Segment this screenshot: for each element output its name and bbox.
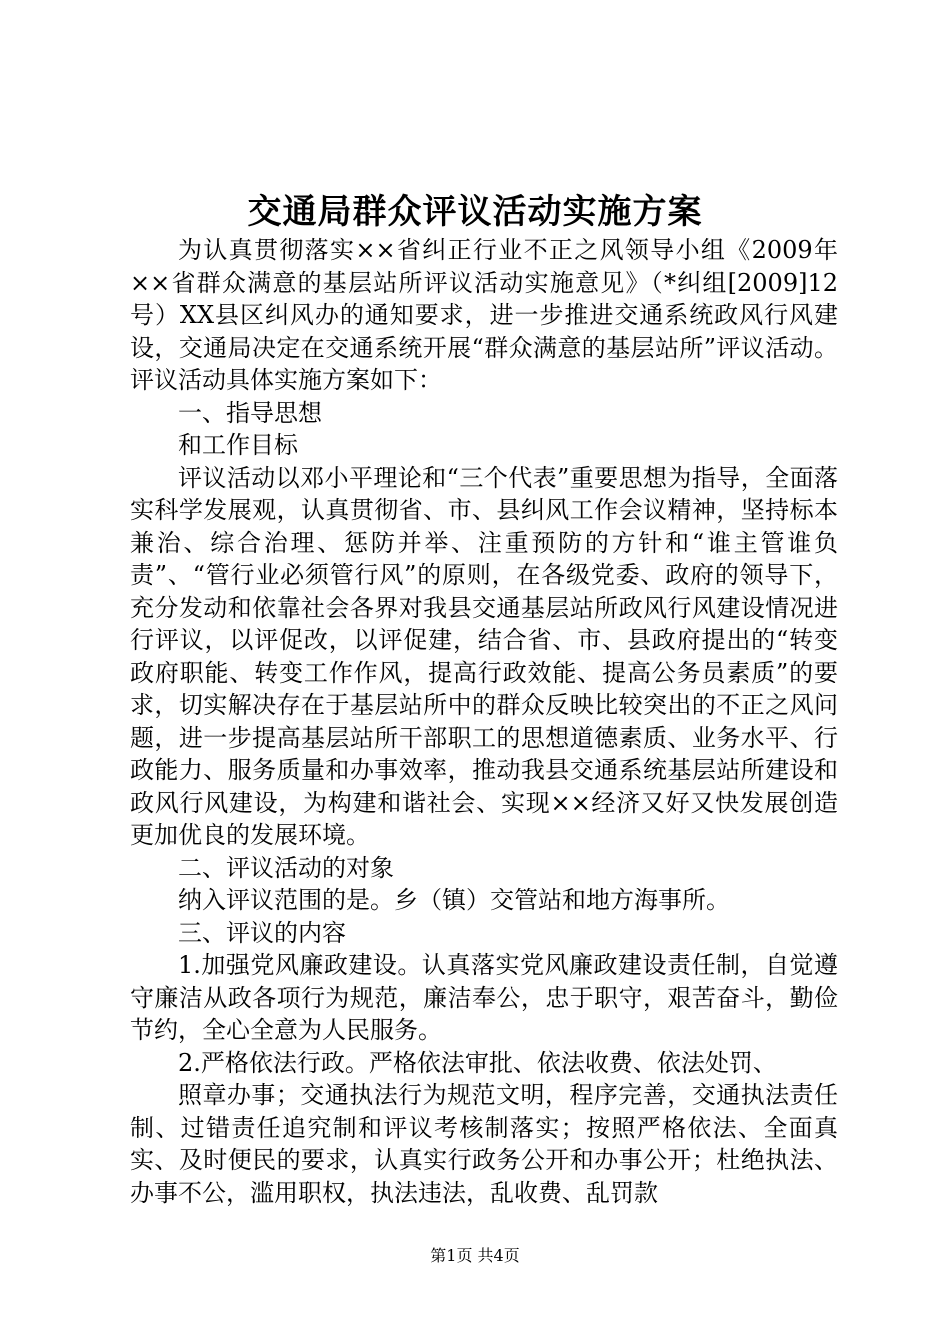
guiding-paragraph: 评议活动以邓小平理论和“三个代表”重要思想为指导，全面落实科学发展观，认真贯彻省、市、县纠风工作会议精神，坚持标本兼治、综合治理、惩防并举、注重预防的方针和“谁主管谁负责”、“管行业必须管行风”的原则，在各级党委、政府的领导下，充分发动和依靠社会各界对我县交通基层站所政风行风建设情况进行评议，以评促改，以评促建，结合省、市、县政府提出的“转变政府职能、转变工作作风，提高行政效能、提高公务员素质”的要求，切实解决存在于基层站所中的群众反映比较突出的不正之风问题，进一步提高基层站所干部职工的思想道德素质、业务水平、行政能力、服务质量和办事效率，推动我县交通系统基层站所建设和政风行风建设，为构建和谐社会、实现××经济又好又快发展创造更加优良的发展环境。 (130, 463, 838, 849)
item-2-paragraph: 照章办事；交通执法行为规范文明，程序完善，交通执法责任制、过错责任追究制和评议考核制落实；按照严格依法、全面真实、及时便民的要求，认真实行政务公开和办事公开；杜绝执法、办事不公，滥用职权，执法违法，乱收费、乱罚款 (130, 1081, 838, 1207)
intro-paragraph: 为认真贯彻落实××省纠正行业不正之风领导小组《2009年××省群众满意的基层站所评议活动实施意见》（*纠组[2009]12号）XX县区纠风办的通知要求，进一步推进交通系统政风行风建设，交通局决定在交通系统开展“群众满意的基层站所”评议活动。评议活动具体实施方案如下： (130, 236, 838, 394)
section-heading-1: 一、指导思想 (178, 398, 322, 427)
document-body (130, 234, 838, 1209)
section-heading-1-cont: 和工作目标 (178, 431, 298, 459)
item-2-heading: 2.严格依法行政。严格依法审批、依法收费、依法处罚、 (178, 1048, 777, 1077)
item-1-paragraph: 1.加强党风廉政建设。认真落实党风廉政建设责任制，自觉遵守廉洁从政各项行为规范，廉洁奉公，忠于职守，艰苦奋斗，勤俭节约，全心全意为人民服务。 (130, 951, 838, 1044)
scope-paragraph: 纳入评议范围的是。乡（镇）交管站和地方海事所。 (178, 886, 730, 914)
section-heading-3: 三、评议的内容 (178, 918, 346, 947)
document-title: 交通局群众评议活动实施方案 (247, 192, 703, 232)
page-number-footer: 第1页 共4页 (430, 1246, 520, 1265)
section-heading-2: 二、评议活动的对象 (178, 853, 394, 882)
